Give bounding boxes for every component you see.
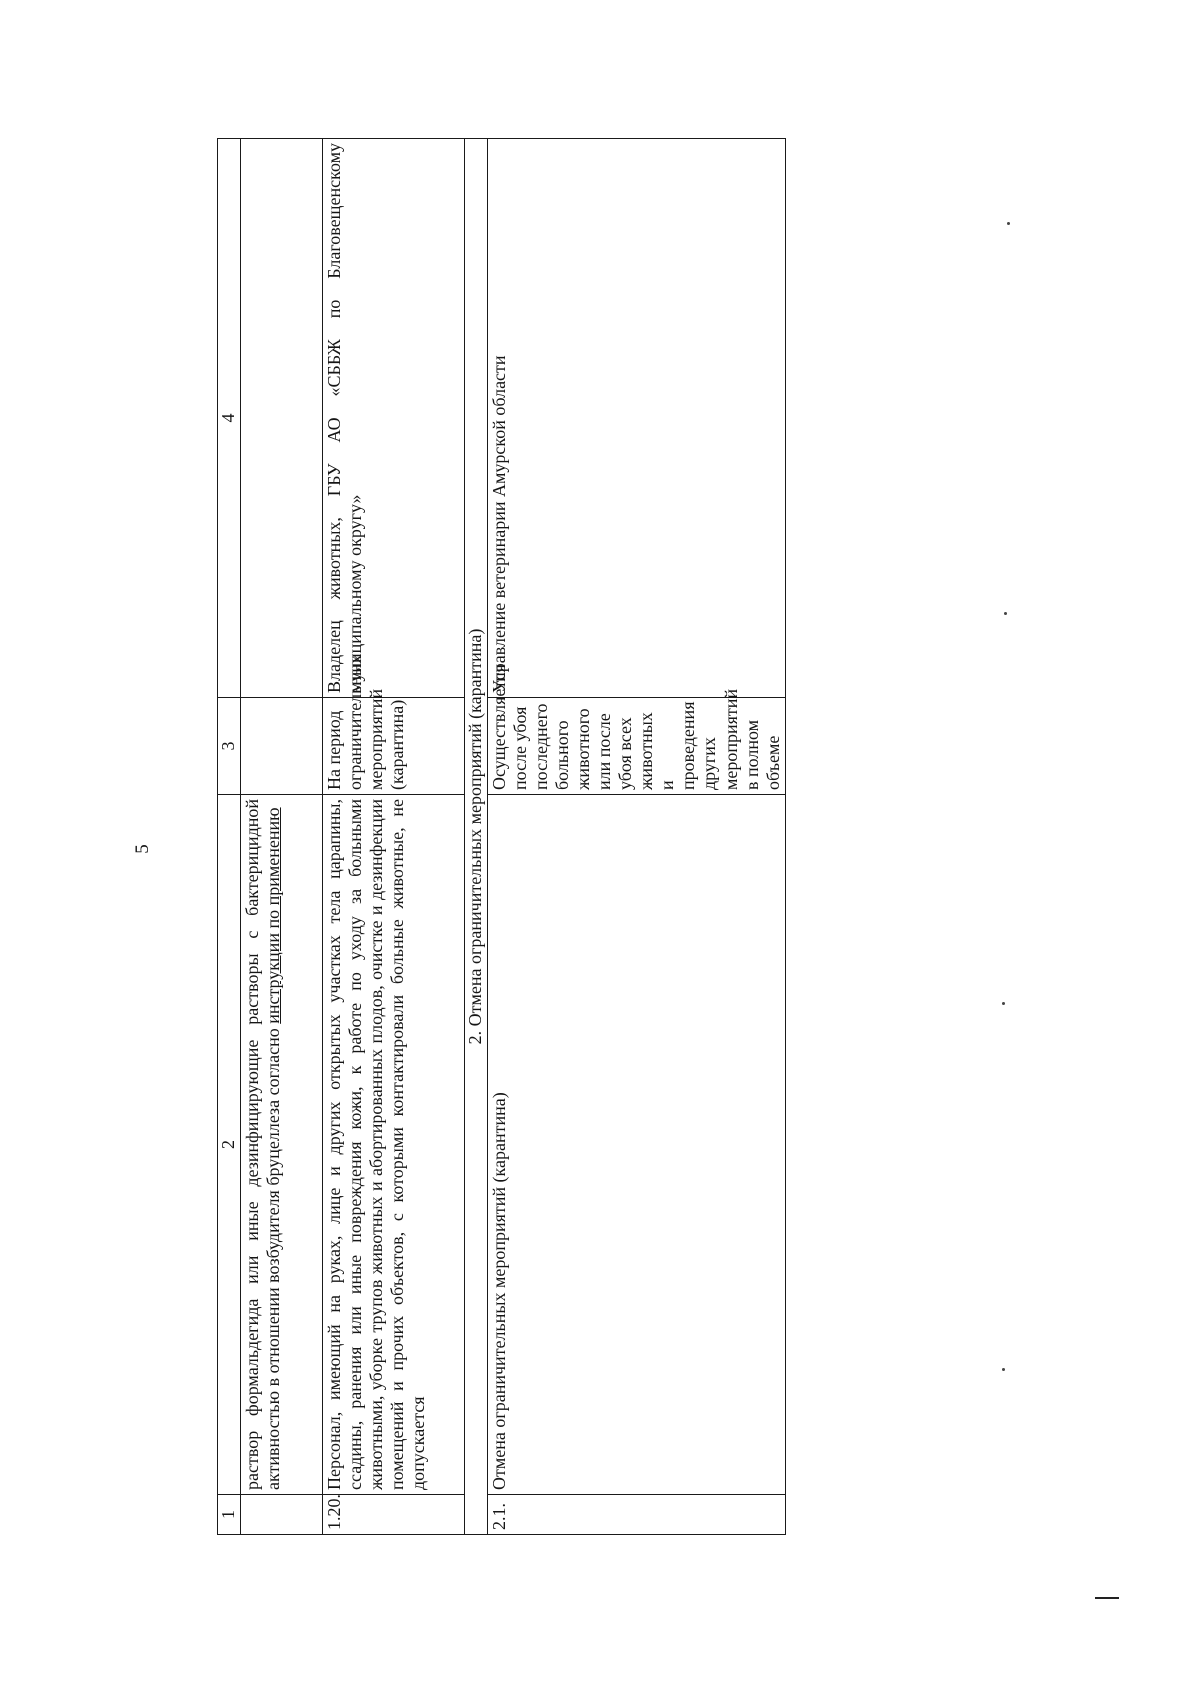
row-21-period: Осуществляется после убоя последнего больного животного или после убоя всех животных и проведения других мероприятий в полном объеме <box>488 698 786 795</box>
cont-period-cell <box>241 698 323 795</box>
header-col-1: 1 <box>218 1495 241 1535</box>
scan-speck <box>1004 612 1007 615</box>
scan-speck <box>1002 1002 1005 1005</box>
scan-speck <box>1002 1368 1005 1371</box>
table-row-2-1 <box>488 139 786 1535</box>
row-120-num: 1.20. <box>323 1495 465 1535</box>
section-2-row <box>465 139 488 1535</box>
section-2-heading: 2. Отмена ограничительных мероприятий (карантина) <box>465 139 488 1535</box>
header-col-3: 3 <box>218 698 241 795</box>
cont-num-cell <box>241 1495 323 1535</box>
row-21-text: Отмена ограничительных мероприятий (карантина) <box>488 795 786 1495</box>
table-row-1-20 <box>323 139 465 1535</box>
header-col-4: 4 <box>218 139 241 698</box>
header-col-2: 2 <box>218 795 241 1495</box>
scan-dash-mark <box>1095 1597 1119 1599</box>
row-120-period: На период ограничительных мероприятий (карантина) <box>323 698 465 795</box>
row-120-text: Персонал, имеющий на руках, лице и других открытых участках тела царапины, ссадины, ранения или иные повреждения кожи, к работе по уходу за больными животными, уборке трупов животных и абортированных плодов, очистке и дезинфекции помещений и прочих объектов, с которыми контактировали больные животные, не допускается <box>323 795 465 1495</box>
cont-responsible-cell <box>241 139 323 698</box>
row-21-num: 2.1. <box>488 1495 786 1535</box>
cont-text: раствор формальдегида или иные дезинфицирующие растворы с бактерицидной активностью в отношении возбудителя бруцеллеза согласно <box>242 799 284 1490</box>
row-21-responsible: Управление ветеринарии Амурской области <box>488 139 786 698</box>
measures-table <box>217 138 786 1535</box>
cont-text-underlined: инструкции по применению <box>263 807 284 1024</box>
page-number: 5 <box>131 844 153 854</box>
rotated-table-wrapper <box>217 139 785 1535</box>
table-header-row <box>218 139 241 1535</box>
table-row-continuation <box>241 139 323 1535</box>
row-120-responsible: Владелец животных, ГБУ АО «СББЖ по Благовещенскому муниципальному округу» <box>323 139 465 698</box>
cont-text-cell <box>241 795 323 1495</box>
scan-speck <box>1007 222 1010 225</box>
